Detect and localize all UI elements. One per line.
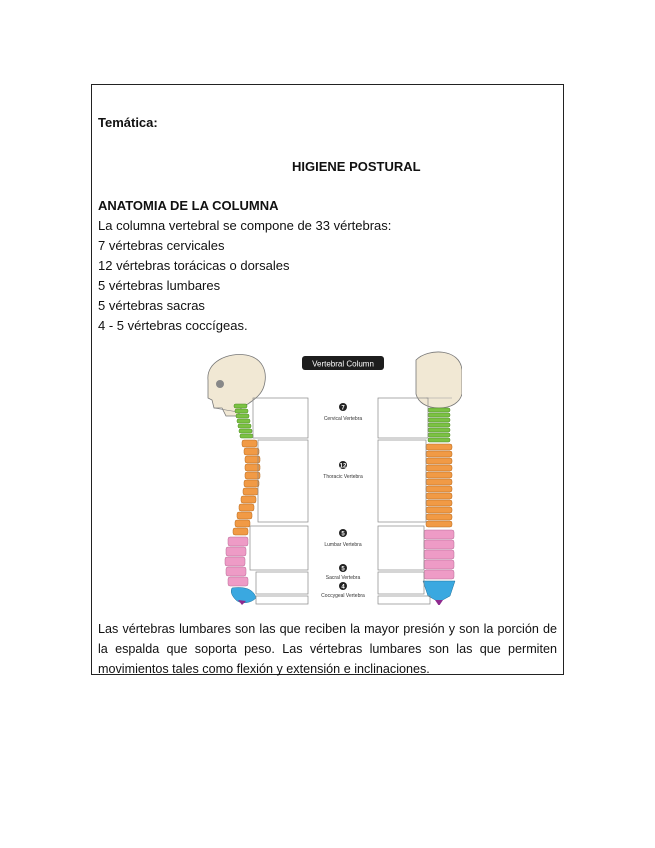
closing-paragraph-text: Las vértebras lumbares son las que reciben la mayor presión y son la porción de la espalda que soporta peso. Las vértebras lumbares son las que permiten movimientos tales como flexión y extensión e inclinaciones.: [98, 622, 557, 676]
left-region-brackets: [250, 398, 308, 604]
list-item: 5 vértebras lumbares: [98, 278, 221, 293]
list-item: 12 vértebras torácicas o dorsales: [98, 258, 290, 273]
vertebral-column-illustration: [198, 350, 462, 605]
region-label: Thoracic Vertebra: [323, 474, 363, 480]
region-label: Lumbar Vertebra: [324, 542, 362, 548]
list-item: 7 vértebras cervicales: [98, 238, 225, 253]
region-count: 12: [339, 463, 347, 470]
section-heading: ANATOMIA DE LA COLUMNA: [98, 198, 279, 213]
region-label: Sacral Vertebra: [325, 575, 361, 581]
right-region-brackets: [378, 398, 430, 604]
region-count: 5: [341, 566, 345, 573]
side-spine: [225, 404, 260, 605]
region-label: Coccygeal Vertebra: [321, 593, 365, 599]
region-label: Cervical Vertebra: [323, 416, 363, 422]
list-item: 4 - 5 vértebras coccígeas.: [98, 318, 248, 333]
topic-label: Temática:: [98, 115, 158, 130]
closing-paragraph: [98, 619, 557, 679]
region-count: 5: [341, 531, 345, 538]
front-skull-icon: [416, 352, 462, 408]
intro-text: La columna vertebral se compone de 33 vértebras:: [98, 218, 392, 233]
figure-title: Vertebral Column: [312, 359, 374, 369]
region-count: 4: [341, 584, 345, 591]
page-title: HIGIENE POSTURAL: [292, 159, 421, 174]
vertebral-column-figure: [198, 350, 462, 605]
list-item: 5 vértebras sacras: [98, 298, 205, 313]
document-frame: [91, 84, 564, 675]
region-count: 7: [341, 405, 345, 412]
